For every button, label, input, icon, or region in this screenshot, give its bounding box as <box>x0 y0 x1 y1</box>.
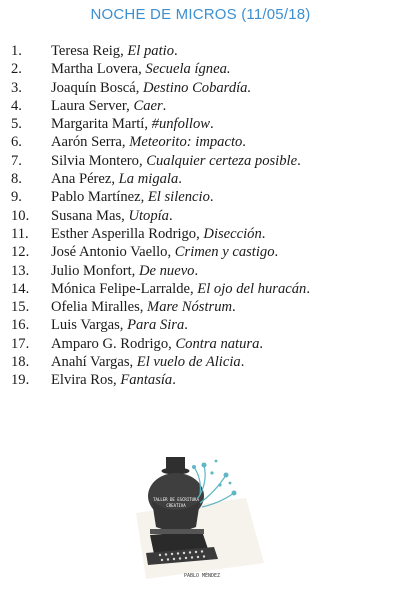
item-punctuation: . <box>274 244 279 261</box>
item-punctuation: . <box>261 225 266 242</box>
list-item <box>11 354 310 372</box>
item-number: 10. <box>11 207 30 224</box>
list-item <box>11 153 310 171</box>
item-author: José Antonio Vaello, <box>51 244 175 261</box>
entry-list <box>11 43 310 391</box>
list-item <box>11 134 310 152</box>
item-number: 15. <box>11 299 30 316</box>
item-author: Elvira Ros, <box>51 372 121 389</box>
item-author: Teresa Reig, <box>51 43 128 59</box>
svg-text:PABLO MÉNDEZ: PABLO MÉNDEZ <box>183 573 221 579</box>
item-title: Para Sira <box>127 317 185 334</box>
list-item <box>11 116 310 134</box>
item-punctuation: . <box>297 152 301 169</box>
list-item <box>11 171 310 189</box>
list-item <box>11 208 310 226</box>
item-number: 4. <box>11 97 22 114</box>
item-author: Pablo Martínez, <box>51 189 148 206</box>
item-title: El patio <box>127 43 174 59</box>
item-author: Silvia Montero, <box>51 152 147 169</box>
item-title: Crimen y castigo <box>174 244 275 261</box>
item-title: De nuevo <box>138 262 195 279</box>
svg-text:TALLER DE ESCRITURA: TALLER DE ESCRITURA <box>153 497 199 502</box>
item-author: Ofelia Miralles, <box>51 299 148 316</box>
item-number: 11. <box>11 225 29 242</box>
item-author: Esther Asperilla Rodrigo, <box>51 225 204 242</box>
list-item <box>11 372 310 390</box>
list-item <box>11 317 310 335</box>
list-item <box>11 263 310 281</box>
list-item <box>11 336 310 354</box>
item-author: Laura Server, <box>51 97 134 114</box>
item-number: 6. <box>11 134 22 151</box>
item-author: Susana Mas, <box>51 207 129 224</box>
item-title: Utopía <box>128 207 169 224</box>
list-item <box>11 43 310 61</box>
item-number: 5. <box>11 116 22 133</box>
list-item <box>11 226 310 244</box>
item-number: 8. <box>11 171 22 188</box>
item-author: Margarita Martí, <box>51 116 152 133</box>
item-title: Destino Cobardía. <box>143 79 252 96</box>
item-title: El ojo del huracán <box>197 280 307 297</box>
item-punctuation: . <box>306 280 310 297</box>
item-number: 7. <box>11 152 22 169</box>
item-punctuation: . <box>194 262 199 279</box>
item-title: Mare Nóstrum <box>147 299 233 316</box>
item-title: Meteorito: impacto <box>129 134 243 151</box>
item-number: 2. <box>11 61 22 78</box>
item-punctuation: . <box>184 317 188 334</box>
item-number: 17. <box>11 335 30 352</box>
item-title: Secuela ígnea. <box>145 61 231 78</box>
item-author: Aarón Serra, <box>51 134 130 151</box>
item-title: El silencio <box>147 189 210 206</box>
item-author: Ana Pérez, <box>51 171 119 188</box>
item-author: Joaquín Boscá, <box>51 79 144 96</box>
item-author: Martha Lovera, <box>51 61 146 78</box>
item-title: La migala <box>118 171 179 188</box>
item-punctuation: . <box>178 171 182 188</box>
item-title: Caer <box>133 97 163 114</box>
item-title: Fantasía <box>120 372 173 389</box>
item-number: 1. <box>11 43 22 59</box>
item-number: 12. <box>11 244 30 261</box>
item-title: #unfollow <box>151 116 211 133</box>
item-number: 14. <box>11 280 30 297</box>
item-punctuation: . <box>232 299 236 316</box>
item-number: 19. <box>11 372 30 389</box>
svg-text:CREATIVA: CREATIVA <box>166 503 186 508</box>
list-item <box>11 61 310 79</box>
list-item <box>11 299 310 317</box>
item-author: Luis Vargas, <box>51 317 128 334</box>
item-title: El vuelo de Alicia <box>136 354 241 371</box>
item-number: 16. <box>11 317 30 334</box>
item-author: Anahí Vargas, <box>51 354 137 371</box>
item-number: 13. <box>11 262 30 279</box>
item-punctuation: . <box>210 116 214 133</box>
item-number: 9. <box>11 189 22 206</box>
item-punctuation: . <box>162 97 167 114</box>
item-author: Mónica Felipe-Larralde, <box>51 280 198 297</box>
list-item <box>11 281 310 299</box>
list-item <box>11 98 310 116</box>
item-punctuation: . <box>168 207 173 224</box>
list-item <box>11 80 310 98</box>
item-punctuation: . <box>172 372 176 389</box>
page-title: NOCHE DE MICROS (11/05/18) <box>90 6 311 23</box>
item-title: Disección <box>203 225 262 242</box>
item-number: 3. <box>11 79 22 96</box>
item-punctuation: . <box>240 354 245 371</box>
item-punctuation: . <box>174 43 178 59</box>
item-author: Julio Monfort, <box>51 262 139 279</box>
item-author: Amparo G. Rodrigo, <box>51 335 176 352</box>
list-item <box>11 189 310 207</box>
list-item <box>11 244 310 262</box>
item-punctuation: . <box>209 189 214 206</box>
typewriter-emblem-image <box>116 443 276 593</box>
item-punctuation: . <box>242 134 246 151</box>
item-punctuation: . <box>259 335 264 352</box>
item-title: Contra natura <box>175 335 260 352</box>
item-title: Cualquier certeza posible <box>146 152 298 169</box>
item-number: 18. <box>11 354 30 371</box>
